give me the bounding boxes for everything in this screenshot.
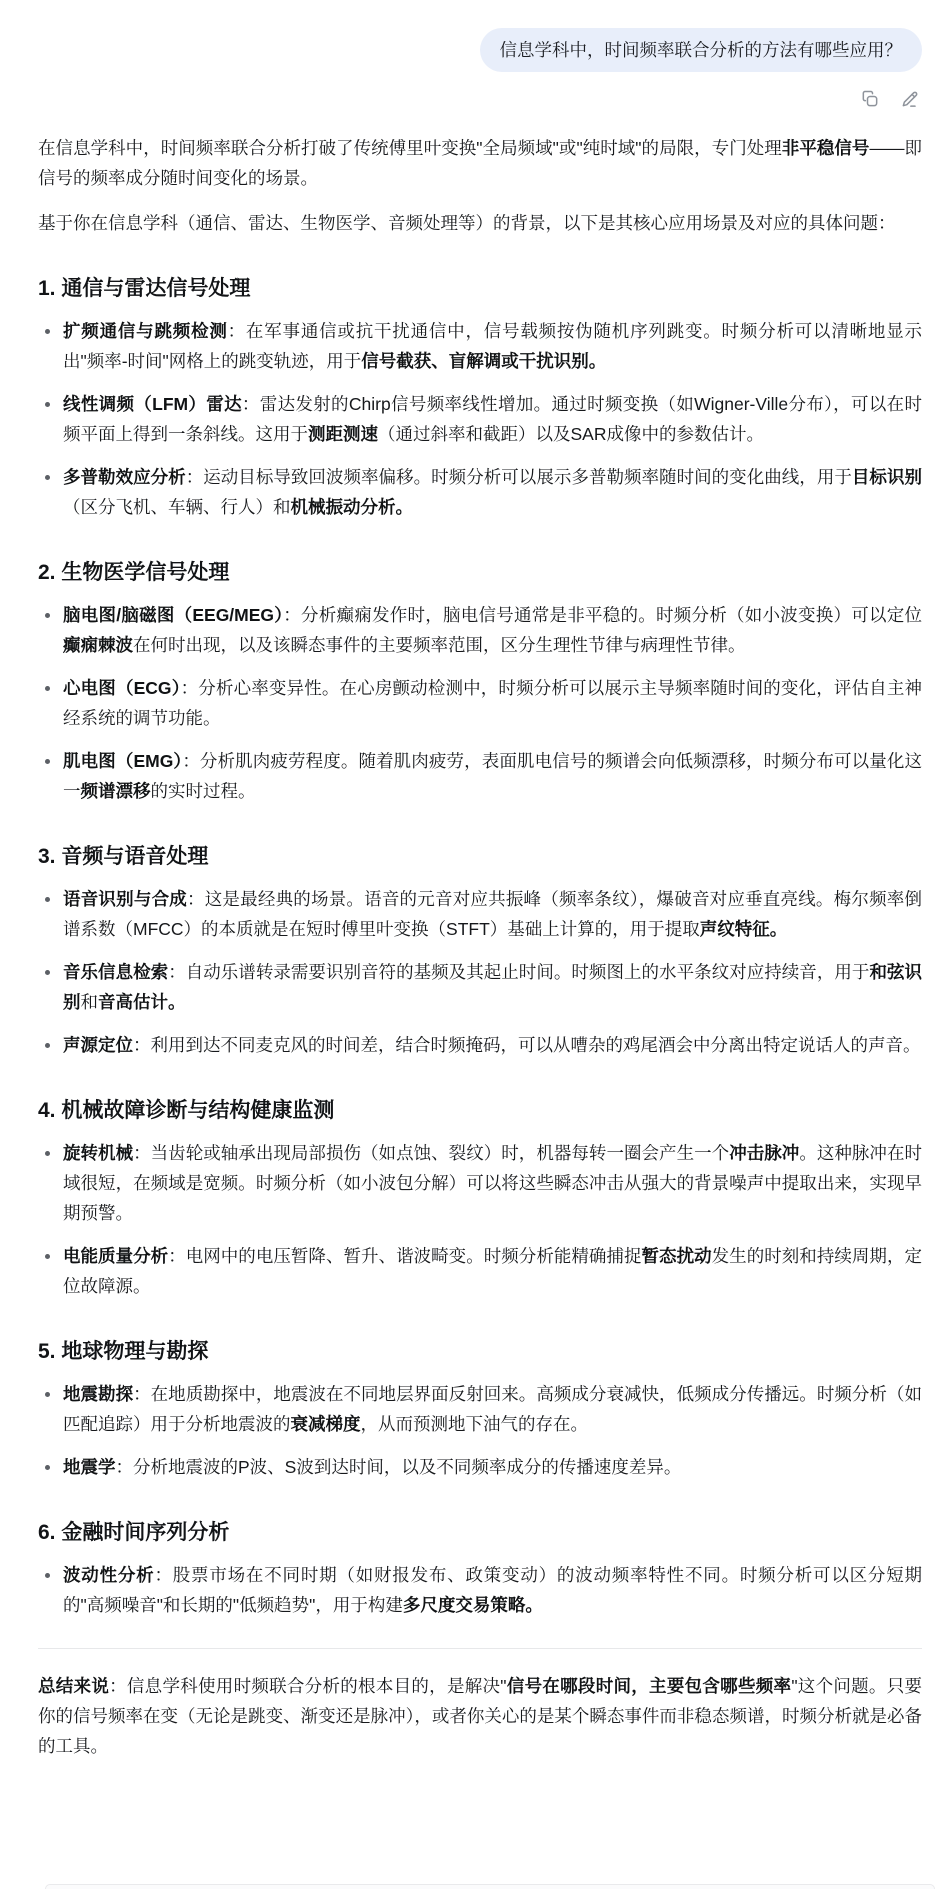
- composer-top-edge[interactable]: [45, 1884, 935, 1889]
- bullet-item: 语音识别与合成：这是最经典的场景。语音的元音对应共振峰（频率条纹），爆破音对应垂直亮线。梅尔频率倒谱系数（MFCC）的本质就是在短时傅里叶变换（STFT）基础上计算的，用于提取声纹特征。: [38, 884, 922, 944]
- divider: [38, 1648, 922, 1649]
- user-message-row: [38, 28, 922, 72]
- section-heading: 1. 通信与雷达信号处理: [38, 277, 251, 300]
- assistant-response: [38, 133, 922, 1761]
- user-message-bubble: 信息学科中，时间频率联合分析的方法有哪些应用？: [480, 28, 923, 72]
- bullet-list: [38, 884, 922, 1060]
- copy-icon: [860, 89, 880, 109]
- bullet-item: 声源定位：利用到达不同麦克风的时间差，结合时频掩码，可以从嘈杂的鸡尾酒会中分离出特定说话人的声音。: [38, 1030, 922, 1060]
- bullet-item: 音乐信息检索：自动乐谱转录需要识别音符的基频及其起止时间。时频图上的水平条纹对应持续音，用于和弦识别和音高估计。: [38, 957, 922, 1017]
- bullet-item: 脑电图/脑磁图（EEG/MEG）：分析癫痫发作时，脑电信号通常是非平稳的。时频分析（如小波变换）可以定位癫痫棘波在何时出现，以及该瞬态事件的主要频率范围，区分生理性节律与病理性节律。: [38, 600, 922, 660]
- bullet-item: 地震学：分析地震波的P波、S波到达时间，以及不同频率成分的传播速度差异。: [38, 1452, 922, 1482]
- section-heading: 6. 金融时间序列分析: [38, 1521, 230, 1544]
- bullet-item: 肌电图（EMG）：分析肌肉疲劳程度。随着肌肉疲劳，表面肌电信号的频谱会向低频漂移，时频分布可以量化这一频谱漂移的实时过程。: [38, 746, 922, 806]
- bullet-item: 地震勘探：在地质勘探中，地震波在不同地层界面反射回来。高频成分衰减快，低频成分传播远。时频分析（如匹配追踪）用于分析地震波的衰减梯度，从而预测地下油气的存在。: [38, 1379, 922, 1439]
- bullet-item: 心电图（ECG）：分析心率变异性。在心房颤动检测中，时频分析可以展示主导频率随时间的变化，评估自主神经系统的调节功能。: [38, 673, 922, 733]
- message-actions: [38, 87, 922, 111]
- bullet-item: 线性调频（LFM）雷达：雷达发射的Chirp信号频率线性增加。通过时频变换（如Wigner-Ville分布），可以在时频平面上得到一条斜线。这用于测距测速（通过斜率和截距）以及SAR成像中的参数估计。: [38, 389, 922, 449]
- section-heading: 5. 地球物理与勘探: [38, 1340, 209, 1363]
- bullet-list: [38, 1560, 922, 1620]
- section-heading: 2. 生物医学信号处理: [38, 561, 230, 584]
- bullet-item: 旋转机械：当齿轮或轴承出现局部损伤（如点蚀、裂纹）时，机器每转一圈会产生一个冲击脉冲。这种脉冲在时域很短，在频域是宽频。时频分析（如小波包分解）可以将这些瞬态冲击从强大的背景噪声中提取出来，实现早期预警。: [38, 1138, 922, 1228]
- summary-paragraph: 总结来说：信息学科使用时频联合分析的根本目的，是解决"信号在哪段时间，主要包含哪些频率"这个问题。只要你的信号频率在变（无论是跳变、渐变还是脉冲），或者你关心的是某个瞬态事件而非稳态频谱，时频分析就是必备的工具。: [38, 1676, 922, 1756]
- section-heading: 3. 音频与语音处理: [38, 845, 209, 868]
- edit-icon: [900, 89, 920, 109]
- intro-paragraph: 在信息学科中，时间频率联合分析打破了传统傅里叶变换"全局频域"或"纯时域"的局限，专门处理非平稳信号——即信号的频率成分随时间变化的场景。: [38, 138, 923, 188]
- bullet-list: [38, 316, 922, 522]
- bullet-item: 扩频通信与跳频检测：在军事通信或抗干扰通信中，信号载频按伪随机序列跳变。时频分析可以清晰地显示出"频率-时间"网格上的跳变轨迹，用于信号截获、盲解调或干扰识别。: [38, 316, 922, 376]
- bullet-list: [38, 1138, 922, 1301]
- bullet-item: 电能质量分析：电网中的电压暂降、暂升、谐波畸变。时频分析能精确捕捉暂态扰动发生的时刻和持续周期，定位故障源。: [38, 1241, 922, 1301]
- edit-button[interactable]: [898, 87, 922, 111]
- section-heading: 4. 机械故障诊断与结构健康监测: [38, 1099, 335, 1122]
- bullet-item: 波动性分析：股票市场在不同时期（如财报发布、政策变动）的波动频率特性不同。时频分析可以区分短期的"高频噪音"和长期的"低频趋势"，用于构建多尺度交易策略。: [38, 1560, 922, 1620]
- bullet-item: 多普勒效应分析：运动目标导致回波频率偏移。时频分析可以展示多普勒频率随时间的变化曲线，用于目标识别（区分飞机、车辆、行人）和机械振动分析。: [38, 462, 922, 522]
- bullet-list: [38, 1379, 922, 1482]
- copy-button[interactable]: [858, 87, 882, 111]
- intro-paragraph: 基于你在信息学科（通信、雷达、生物医学、音频处理等）的背景，以下是其核心应用场景及对应的具体问题：: [38, 213, 896, 233]
- bullet-list: [38, 600, 922, 806]
